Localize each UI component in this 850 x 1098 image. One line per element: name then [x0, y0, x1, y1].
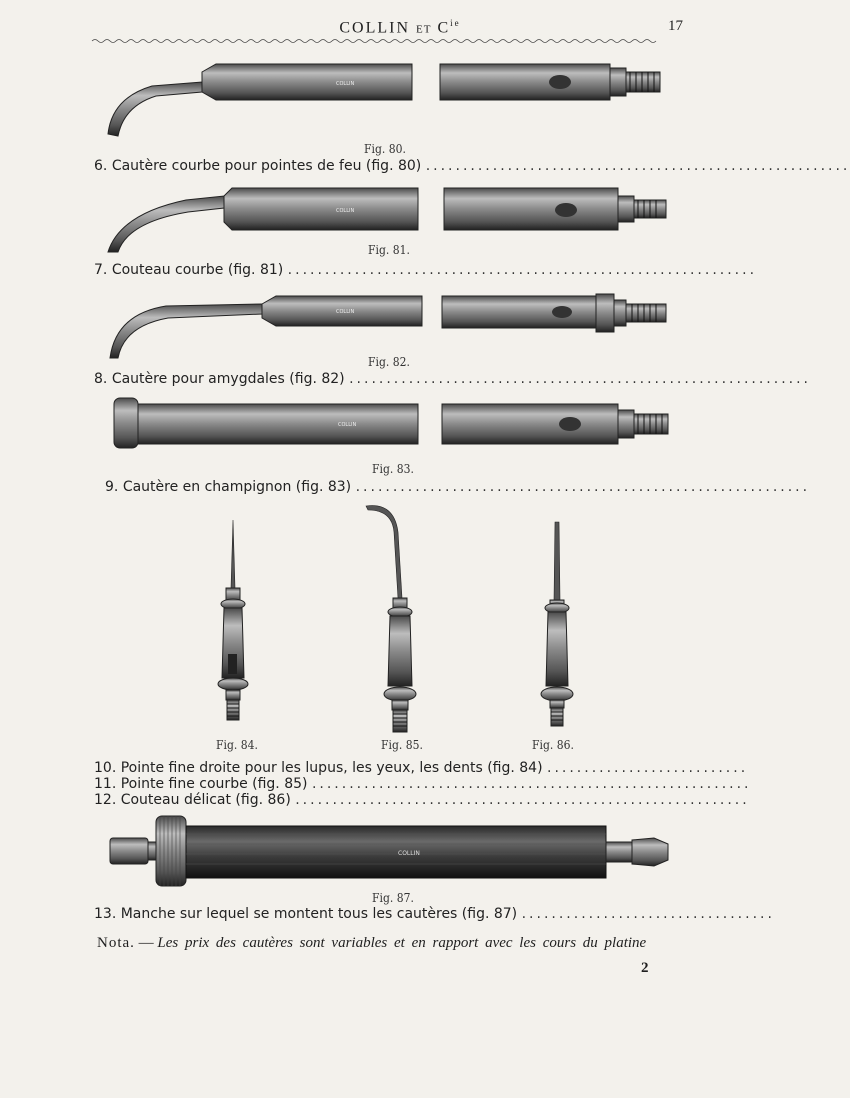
fig85-caption: Fig. 85.	[381, 738, 423, 752]
item-10: 10. Pointe fine droite pour les lupus, les yeux, les dents (fig. 84) ...........................	[94, 760, 749, 776]
fig87-engraving: COLLIN	[398, 850, 420, 857]
item-7: 7. Couteau courbe (fig. 81) ...............................................................	[94, 262, 758, 278]
fig83-illustration	[112, 396, 672, 452]
header-company: COLLIN	[339, 19, 411, 37]
header-co: C	[437, 19, 451, 37]
item-11: 11. Pointe fine courbe (fig. 85) ...........................................................	[94, 776, 752, 792]
item-13: 13. Manche sur lequel se montent tous les cautères (fig. 87) ..................................	[94, 906, 775, 922]
fig87-caption: Fig. 87.	[372, 891, 414, 905]
nota-text: Les prix des cautères sont variables et en rapport avec les cours du platine	[157, 935, 647, 951]
fig83-engraving: COLLIN	[338, 422, 357, 428]
item-9: 9. Cautère en champignon (fig. 83) .............................................................	[105, 479, 811, 495]
fig80-caption: Fig. 80.	[364, 142, 406, 156]
fig86-illustration	[536, 518, 578, 730]
fig82-illustration	[106, 290, 672, 360]
fig82-engraving: COLLIN	[336, 309, 355, 315]
fig86-caption: Fig. 86.	[532, 738, 574, 752]
fig87-illustration	[108, 814, 672, 890]
fig84-caption: Fig. 84.	[216, 738, 258, 752]
nota-dash: —	[138, 935, 154, 951]
nota-label: Nota.	[97, 935, 135, 951]
fig81-engraving: COLLIN	[336, 208, 355, 214]
item-6: 6. Cautère courbe pour pointes de feu (fig. 80) .........................................................	[94, 158, 850, 174]
fig83-caption: Fig. 83.	[372, 462, 414, 476]
nota-note	[97, 935, 677, 952]
header-co-sup: ie	[450, 18, 461, 28]
fig80-engraving: COLLIN	[336, 81, 355, 87]
header-wavy-rule	[92, 36, 684, 46]
page-number: 17	[668, 18, 683, 34]
fig82-caption: Fig. 82.	[368, 355, 410, 369]
fig80-illustration	[100, 58, 670, 140]
signature-mark: 2	[641, 960, 649, 976]
item-12: 12. Couteau délicat (fig. 86) .............................................................	[94, 792, 750, 808]
header-et: ET	[416, 23, 432, 36]
fig85-illustration	[364, 502, 422, 736]
item-8: 8. Cautère pour amygdales (fig. 82) ..............................................................	[94, 371, 812, 387]
fig84-illustration	[212, 518, 254, 724]
fig81-caption: Fig. 81.	[368, 243, 410, 257]
